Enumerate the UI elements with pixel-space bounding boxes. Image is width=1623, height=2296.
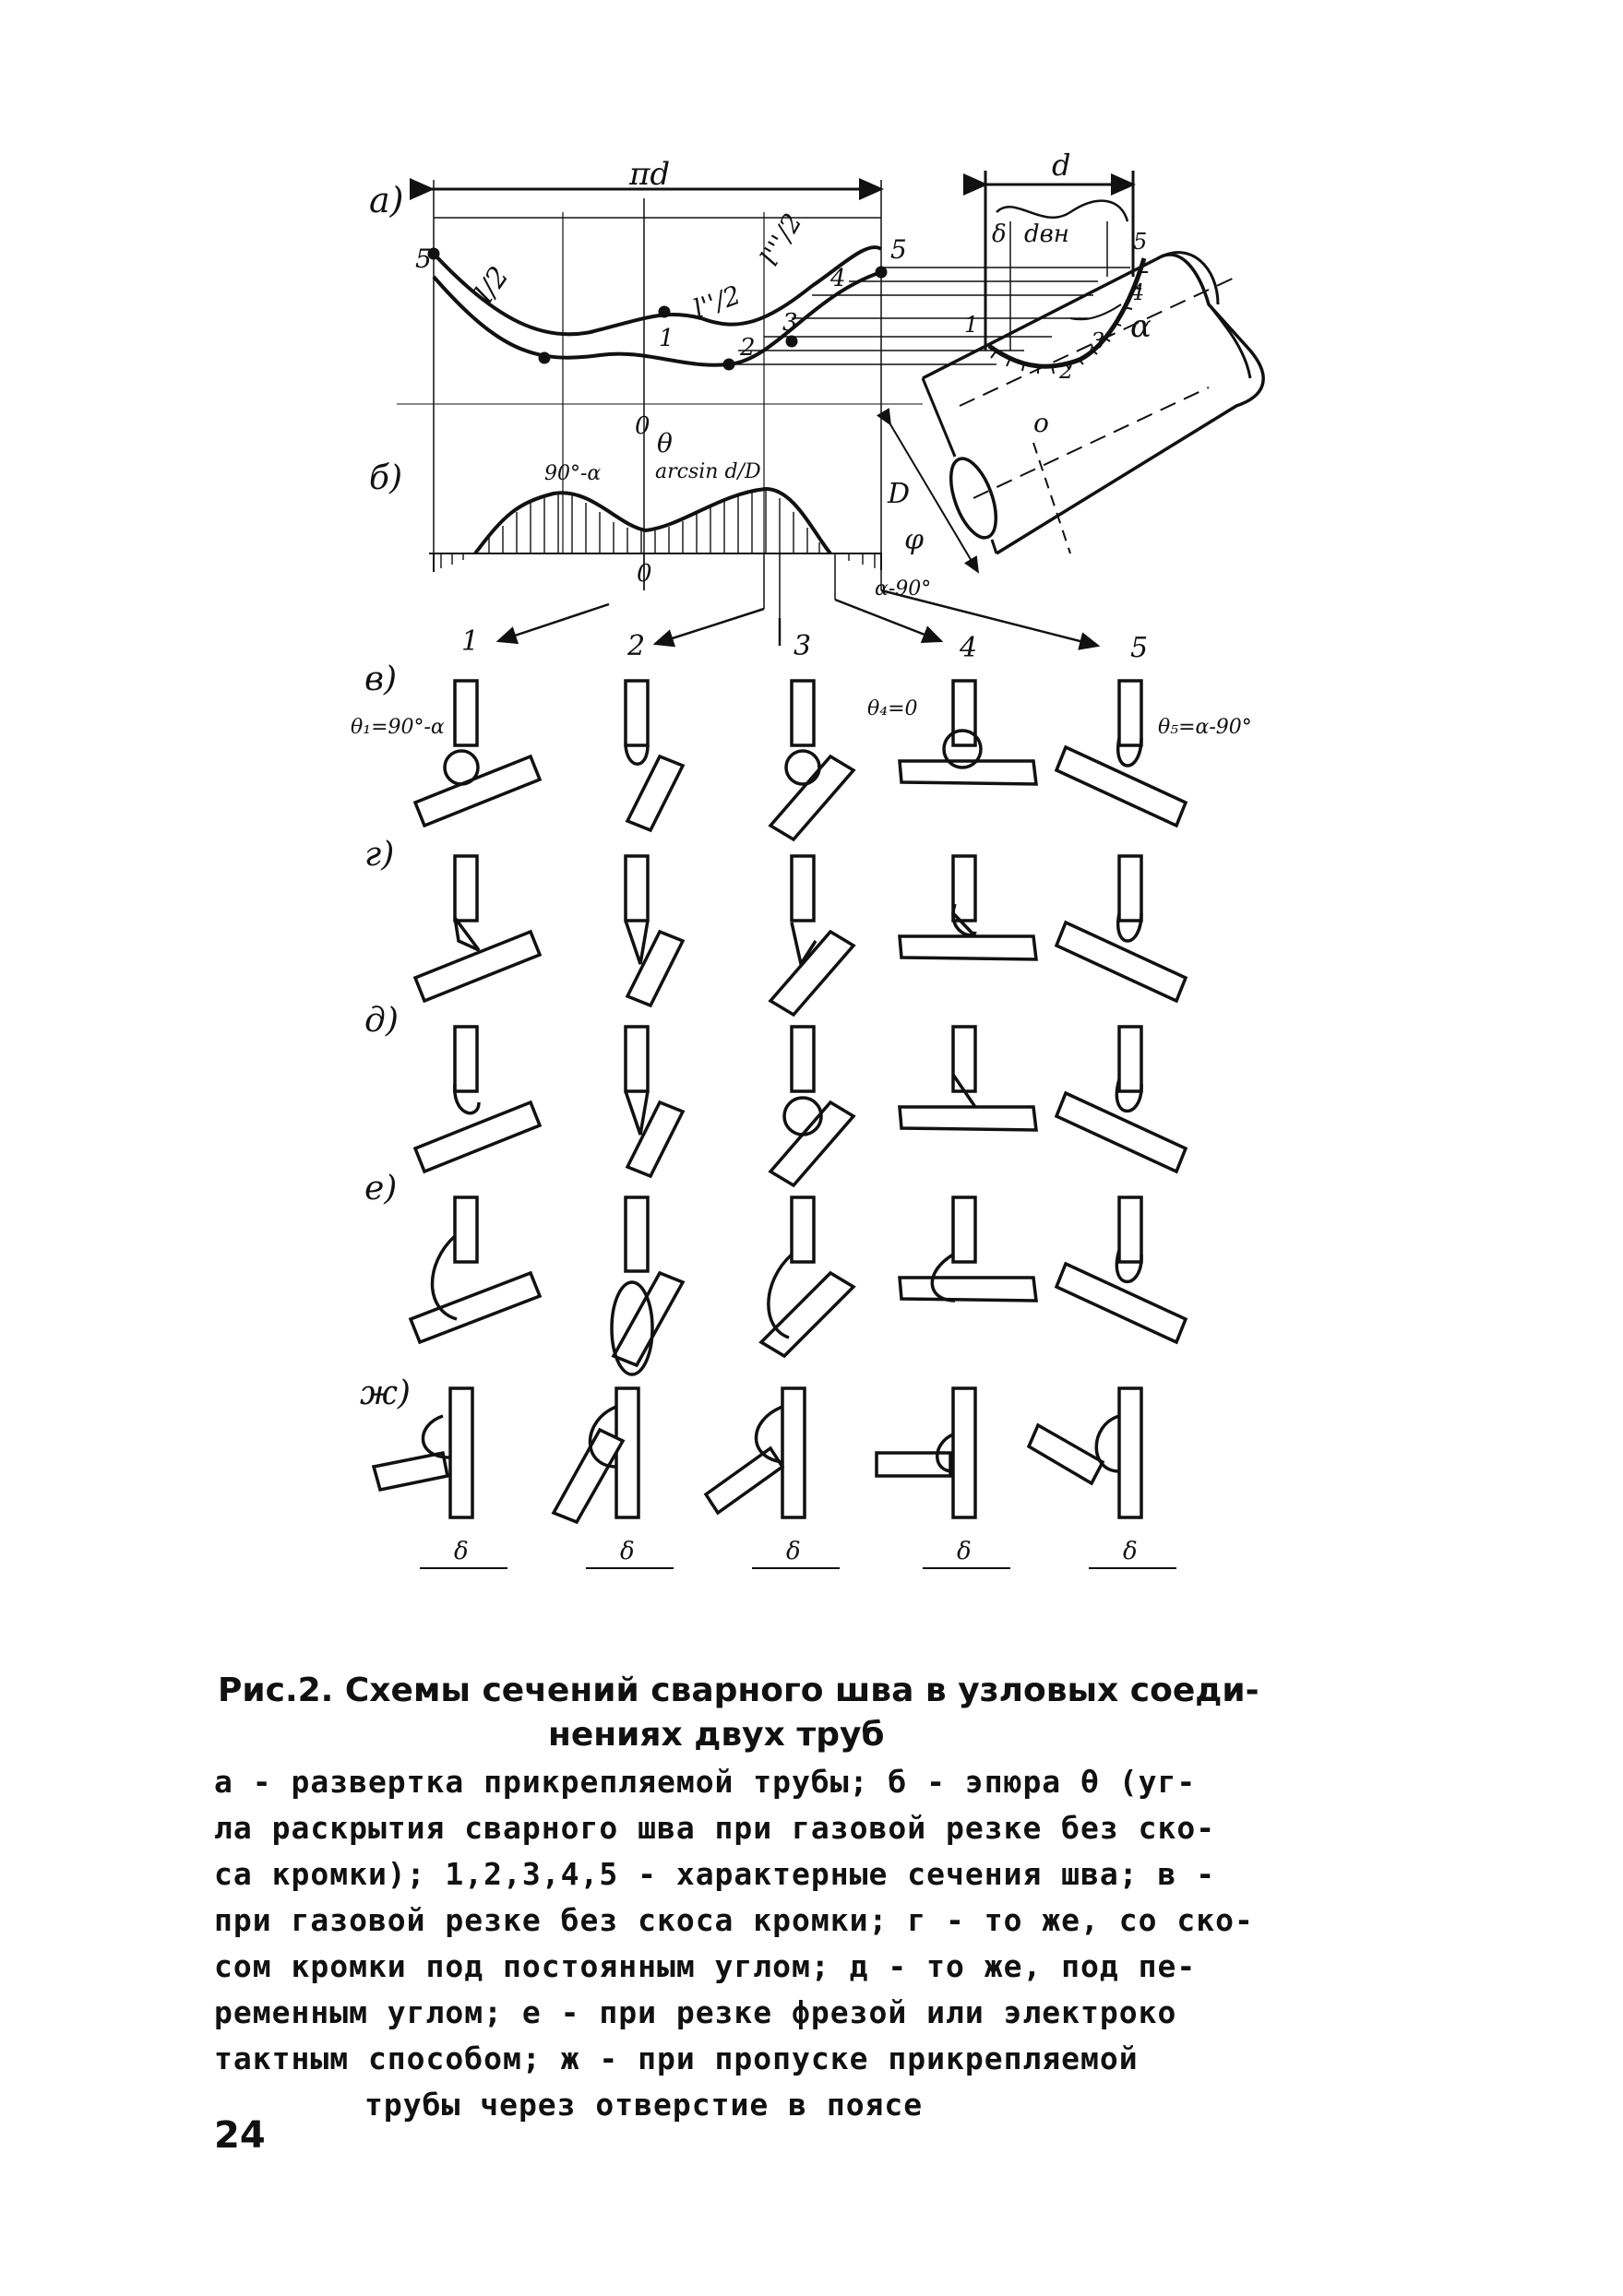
label-phi: φ: [904, 524, 925, 556]
label-theta4: θ₄=0: [867, 697, 918, 720]
section-2: 2: [627, 630, 646, 662]
row-label-v: в): [364, 660, 397, 698]
caption-line: трубы через отверстие в поясе: [364, 2087, 924, 2123]
pipe-point-2: 2: [1059, 358, 1074, 384]
row-label-d: д): [364, 1002, 399, 1040]
label-d-top: d: [1052, 148, 1071, 183]
label-o: о: [1033, 408, 1049, 438]
pipe-point-4: 4: [1130, 280, 1145, 305]
label-theta: θ: [657, 428, 673, 458]
page-number: 24: [214, 2114, 266, 2157]
delta-5: δ: [1123, 1538, 1138, 1565]
section-4: 4: [960, 632, 978, 664]
caption-line: са кромки); 1,2,3,4,5 - характерные сечения шва; в -: [214, 1856, 1216, 1892]
delta-1: δ: [454, 1538, 469, 1565]
section-5: 5: [1130, 632, 1149, 664]
label-l2-half: l''/2: [689, 279, 745, 325]
delta-2: δ: [620, 1538, 635, 1565]
delta-3: δ: [786, 1538, 801, 1565]
label-l-half: l/2: [468, 260, 516, 309]
label-zero-b: 0: [637, 560, 652, 588]
label-arcsin: arcsin d/D: [655, 460, 761, 483]
section-grid: [374, 681, 1186, 1522]
pipe-point-3: 3: [1091, 328, 1105, 354]
delta-4: δ: [957, 1538, 972, 1565]
caption-line: ременным углом; е - при резке фрезой или электроко: [214, 1994, 1177, 2030]
label-delta-top: δ: [992, 220, 1007, 248]
label-alpha-minus-90: α-90°: [875, 577, 932, 601]
caption-line: ла раскрытия сварного шва при газовой резке без ско-: [214, 1810, 1216, 1846]
point-5-right: 5: [890, 234, 907, 265]
caption-line: сом кромки под постоянным углом; д - то же, под пе-: [214, 1948, 1197, 1984]
point-1: 1: [659, 325, 674, 352]
label-theta1: θ₁=90°-α: [351, 716, 445, 739]
point-3: 3: [782, 309, 798, 337]
label-90-minus-alpha: 90°-α: [544, 462, 602, 485]
label-theta5: θ₅=α-90°: [1158, 716, 1252, 739]
pipe-drawing: [890, 171, 1263, 572]
label-zero-a: 0: [635, 412, 650, 440]
row-label-e: е): [364, 1170, 398, 1207]
pipe-point-5: 5: [1133, 229, 1148, 255]
section-1: 1: [461, 625, 480, 658]
point-5-left: 5: [415, 244, 432, 274]
pipe-point-1: 1: [964, 312, 979, 338]
label-big-d: D: [888, 478, 911, 510]
label-alpha: α: [1130, 308, 1152, 345]
caption-title: Рис.2. Схемы сечений сварного шва в узловых соеди-: [218, 1671, 1259, 1709]
point-4: 4: [830, 265, 846, 292]
label-pi-d: πd: [629, 156, 671, 193]
label-d-vn: dвн: [1024, 220, 1069, 248]
label-panel-b: б): [369, 459, 403, 497]
row-label-zh: ж): [360, 1374, 411, 1412]
section-3: 3: [794, 630, 812, 662]
caption-line: а - развертка прикрепляемой трубы; б - эпюра θ (уг-: [214, 1764, 1197, 1800]
row-label-g: г): [364, 836, 395, 874]
caption-title-cont: нениях двух труб: [548, 1716, 885, 1754]
label-l3-half: l'''/2: [754, 208, 808, 271]
caption-line: тактным способом; ж - при пропуске прикрепляемой: [214, 2040, 1139, 2076]
label-panel-a: а): [369, 180, 404, 220]
point-2: 2: [740, 334, 756, 362]
caption-line: при газовой резке без скоса кромки; г - то же, со ско-: [214, 1902, 1254, 1938]
